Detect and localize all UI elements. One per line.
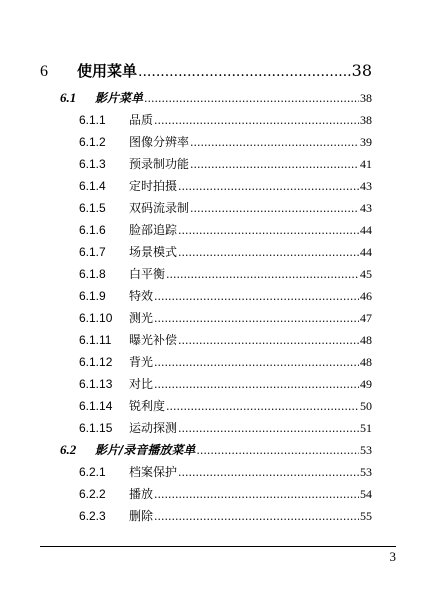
toc-item-page: 44 — [360, 223, 372, 237]
toc-item-page: 39 — [360, 135, 372, 149]
toc-item-row[interactable] — [79, 353, 372, 370]
toc-item-title: 删除 — [129, 509, 154, 523]
toc-item-title: 定时拍摄 — [129, 179, 178, 193]
toc-item-title: 品质 — [129, 113, 154, 127]
toc-item-row[interactable] — [79, 375, 372, 392]
toc-item-page: 51 — [360, 421, 372, 435]
toc-item-number: 6.1.1 — [79, 113, 106, 127]
toc-section-page: 38 — [360, 91, 372, 105]
toc-item-page: 53 — [360, 465, 372, 479]
toc-item-number: 6.1.5 — [79, 201, 106, 215]
toc-chapter-title: 使用菜单 — [77, 62, 138, 80]
toc-item-title: 对比 — [129, 377, 154, 391]
toc-leader-dots — [154, 488, 359, 501]
toc-item-title: 图像分辨率 — [129, 135, 190, 149]
toc-leader-dots — [154, 378, 359, 391]
toc-item-title: 白平衡 — [129, 267, 166, 281]
toc-item-number: 6.2.2 — [79, 487, 106, 501]
toc-item-row[interactable] — [79, 155, 372, 172]
toc-leader-dots — [144, 92, 359, 105]
toc-item-page: 47 — [360, 311, 372, 325]
toc-leader-dots — [178, 466, 359, 479]
toc-item-title: 双码流录制 — [129, 201, 190, 215]
toc-section-row[interactable] — [60, 441, 372, 458]
toc-leader-dots — [178, 246, 359, 259]
toc-item-title: 播放 — [129, 487, 154, 501]
toc-leader-dots — [190, 136, 359, 149]
toc-item-row[interactable] — [79, 507, 372, 524]
footer-divider — [40, 546, 396, 547]
toc-item-title: 测光 — [129, 311, 154, 325]
toc-item-page: 45 — [360, 267, 372, 281]
toc-item-number: 6.1.3 — [79, 157, 106, 171]
toc-leader-dots — [154, 510, 359, 523]
toc-item-title: 特效 — [129, 289, 154, 303]
toc-item-number: 6.1.11 — [79, 333, 112, 347]
toc-item-row[interactable] — [79, 331, 372, 348]
toc-leader-dots — [154, 356, 359, 369]
toc-item-number: 6.1.9 — [79, 289, 106, 303]
toc-chapter-row[interactable] — [40, 60, 372, 81]
toc-item-page: 41 — [360, 157, 372, 171]
toc-item-page: 38 — [360, 113, 372, 127]
toc-item-number: 6.1.7 — [79, 245, 106, 259]
toc-item-row[interactable] — [79, 397, 372, 414]
toc-item-page: 46 — [360, 289, 372, 303]
toc-item-row[interactable] — [79, 309, 372, 326]
toc-item-page: 54 — [360, 487, 372, 501]
toc-leader-dots — [166, 400, 359, 413]
toc-item-page: 43 — [360, 201, 372, 215]
toc-leader-dots — [166, 268, 359, 281]
toc-item-row[interactable] — [79, 199, 372, 216]
toc-chapter-number: 6 — [40, 63, 48, 80]
toc-item-page: 55 — [360, 509, 372, 523]
toc-item-number: 6.1.14 — [79, 399, 113, 413]
toc-leader-dots — [178, 422, 359, 435]
toc-leader-dots — [138, 64, 351, 80]
toc-item-row[interactable] — [79, 287, 372, 304]
toc-leader-dots — [190, 158, 359, 171]
toc-item-row[interactable] — [79, 265, 372, 282]
toc-section-title: 影片菜单 — [95, 91, 144, 105]
toc-item-number: 6.1.15 — [79, 421, 113, 435]
toc-item-page: 48 — [360, 333, 372, 347]
toc-item-row[interactable] — [79, 221, 372, 238]
toc-leader-dots — [154, 114, 359, 127]
toc-item-row[interactable] — [79, 243, 372, 260]
toc-leader-dots — [154, 290, 359, 303]
toc-item-title: 锐利度 — [129, 399, 166, 413]
toc-leader-dots — [196, 444, 359, 457]
toc-section-number: 6.2 — [60, 442, 77, 457]
toc-item-title: 运动探测 — [129, 421, 178, 435]
toc-leader-dots — [178, 224, 359, 237]
toc-section-page: 53 — [360, 443, 372, 457]
toc-section-title: 影片/录音播放菜单 — [95, 443, 196, 457]
toc-item-page: 43 — [360, 179, 372, 193]
toc-item-number: 6.1.13 — [79, 377, 113, 391]
toc-chapter-page: 38 — [351, 61, 372, 80]
toc-item-title: 场景模式 — [129, 245, 178, 259]
toc-item-page: 44 — [360, 245, 372, 259]
toc-item-title: 脸部追踪 — [129, 223, 178, 237]
toc-item-row[interactable] — [79, 463, 372, 480]
toc-leader-dots — [178, 334, 359, 347]
toc-item-number: 6.1.10 — [79, 311, 113, 325]
toc-item-title: 预录制功能 — [129, 157, 190, 171]
toc-section-row[interactable] — [60, 89, 372, 106]
toc-item-row[interactable] — [79, 133, 372, 150]
toc-leader-dots — [178, 180, 359, 193]
toc-item-row[interactable] — [79, 111, 372, 128]
toc-item-title: 背光 — [129, 355, 154, 369]
toc-item-number: 6.2.1 — [79, 465, 106, 479]
toc-item-title: 曝光补偿 — [129, 333, 178, 347]
toc-item-number: 6.1.6 — [79, 223, 106, 237]
toc-item-number: 6.2.3 — [79, 509, 106, 523]
toc-item-number: 6.1.2 — [79, 135, 106, 149]
toc-item-row[interactable] — [79, 419, 372, 436]
toc-section-number: 6.1 — [60, 90, 77, 105]
toc-item-page: 48 — [360, 355, 372, 369]
toc-item-row[interactable] — [79, 485, 372, 502]
toc-item-row[interactable] — [79, 177, 372, 194]
toc-leader-dots — [190, 202, 359, 215]
toc-item-page: 49 — [360, 377, 372, 391]
toc-item-title: 档案保护 — [129, 465, 178, 479]
page-number: 3 — [389, 549, 396, 564]
toc-item-number: 6.1.12 — [79, 355, 113, 369]
toc-item-page: 50 — [360, 399, 372, 413]
toc-item-number: 6.1.8 — [79, 267, 106, 281]
toc-leader-dots — [154, 312, 359, 325]
toc-item-number: 6.1.4 — [79, 179, 106, 193]
